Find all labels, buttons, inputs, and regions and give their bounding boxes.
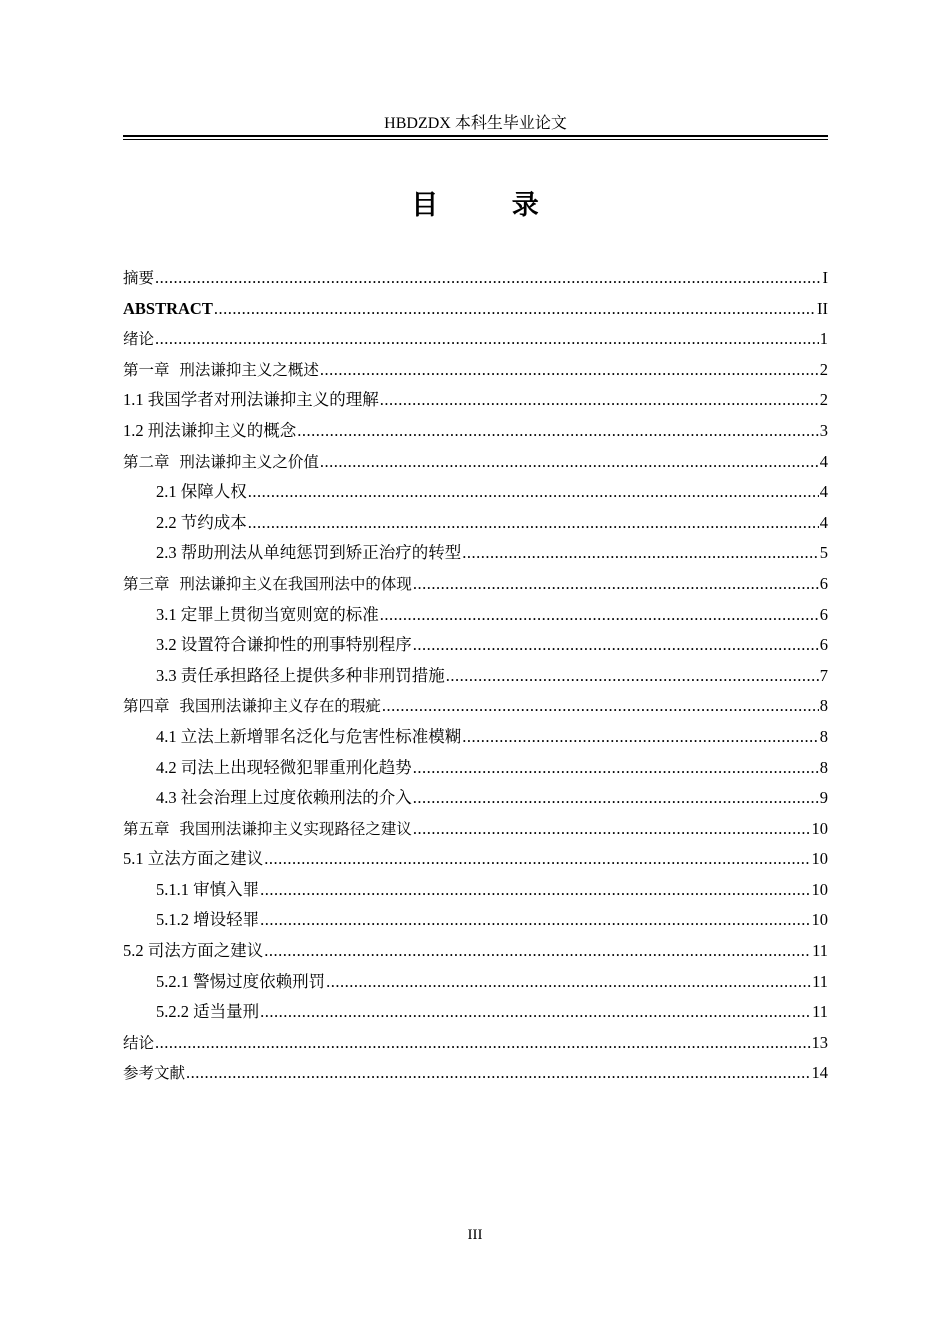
toc-entry-label: 4.3 社会治理上过度依赖刑法的介入 xyxy=(156,788,412,808)
toc-entry-page: 8 xyxy=(819,757,828,777)
toc-entry-label: ABSTRACT xyxy=(123,298,213,318)
toc-entry[interactable] xyxy=(123,967,828,998)
toc-entry-label: 2.3 帮助刑法从单纯惩罚到矫正治疗的转型 xyxy=(156,543,462,563)
toc-entry-label: 5.1 立法方面之建议 xyxy=(123,849,264,869)
toc-entry[interactable] xyxy=(123,783,828,814)
toc-entry-label: 1.1 我国学者对刑法谦抑主义的理解 xyxy=(123,390,379,410)
toc-entry[interactable] xyxy=(123,997,828,1028)
toc-entry[interactable] xyxy=(123,875,828,906)
toc-entry-page: 4 xyxy=(819,512,828,532)
toc-entry-page: II xyxy=(817,298,828,318)
toc-leader-dots xyxy=(446,661,819,692)
toc-entry[interactable] xyxy=(123,753,828,784)
toc-entry[interactable] xyxy=(123,324,828,355)
toc-entry-page: 13 xyxy=(811,1032,828,1052)
toc-leader-dots xyxy=(297,416,819,447)
toc-leader-dots xyxy=(214,294,816,325)
toc-entry-label: 2.2 节约成本 xyxy=(156,512,247,532)
toc-leader-dots xyxy=(413,630,819,661)
toc-entry[interactable] xyxy=(123,1058,828,1089)
toc-entry-page: 2 xyxy=(819,359,828,379)
toc-entry[interactable] xyxy=(123,263,828,294)
toc-entry-label: 4.1 立法上新增罪名泛化与危害性标准模糊 xyxy=(156,726,462,746)
toc-entry[interactable] xyxy=(123,691,828,722)
toc-entry[interactable] xyxy=(123,508,828,539)
toc-entry-page: 10 xyxy=(811,849,828,869)
toc-entry-page: 11 xyxy=(812,1002,828,1022)
toc-leader-dots xyxy=(326,967,811,998)
toc-entry-page: 6 xyxy=(819,573,828,593)
toc-leader-dots xyxy=(155,324,819,355)
toc-entry[interactable] xyxy=(123,416,828,447)
toc-leader-dots xyxy=(380,600,819,631)
toc-leader-dots xyxy=(413,783,819,814)
toc-entry-page: 4 xyxy=(819,451,828,471)
toc-leader-dots xyxy=(186,1058,810,1089)
toc-leader-dots xyxy=(413,814,811,845)
toc-entry[interactable] xyxy=(123,630,828,661)
toc-entry-page: 4 xyxy=(819,482,828,502)
toc-leader-dots xyxy=(155,1028,810,1059)
toc-leader-dots xyxy=(462,722,819,753)
toc-entry-label: 1.2 刑法谦抑主义的概念 xyxy=(123,420,297,440)
toc-entry[interactable] xyxy=(123,538,828,569)
header-rule-thick xyxy=(123,135,828,137)
toc-entry-page: 10 xyxy=(811,879,828,899)
running-header: HBDZDX 本科生毕业论文 xyxy=(384,115,567,132)
toc-leader-dots xyxy=(248,477,819,508)
toc-entry[interactable] xyxy=(123,661,828,692)
toc-entry[interactable] xyxy=(123,600,828,631)
toc-leader-dots xyxy=(248,508,819,539)
toc-entry[interactable] xyxy=(123,385,828,416)
table-of-contents xyxy=(123,263,828,1089)
toc-entry-page: 6 xyxy=(819,604,828,624)
toc-entry[interactable] xyxy=(123,447,828,478)
toc-entry-label: 第四章 我国刑法谦抑主义存在的瑕疵 xyxy=(123,697,381,716)
toc-entry[interactable] xyxy=(123,355,828,386)
toc-entry-label: 摘要 xyxy=(123,269,155,287)
toc-entry-page: 11 xyxy=(812,941,828,961)
toc-leader-dots xyxy=(413,753,819,784)
toc-entry-label: 3.3 责任承担路径上提供多种非刑罚措施 xyxy=(156,665,445,685)
toc-entry-label: 参考文献 xyxy=(123,1064,186,1083)
toc-leader-dots xyxy=(462,538,819,569)
toc-entry[interactable] xyxy=(123,477,828,508)
toc-leader-dots xyxy=(382,691,819,722)
toc-entry[interactable] xyxy=(123,569,828,600)
toc-entry-page: 6 xyxy=(819,635,828,655)
toc-leader-dots xyxy=(155,263,821,294)
toc-entry-page: 5 xyxy=(819,543,828,563)
toc-entry-page: 3 xyxy=(819,420,828,440)
toc-entry[interactable] xyxy=(123,936,828,967)
toc-leader-dots xyxy=(264,936,811,967)
toc-entry-page: 14 xyxy=(811,1063,828,1083)
toc-entry-page: 7 xyxy=(819,665,828,685)
toc-entry-label: 3.2 设置符合谦抑性的刑事特别程序 xyxy=(156,635,412,655)
toc-entry-label: 第五章 我国刑法谦抑主义实现路径之建议 xyxy=(123,819,412,838)
toc-entry-label: 结论 xyxy=(123,1033,155,1052)
toc-entry[interactable] xyxy=(123,294,828,325)
toc-leader-dots xyxy=(260,905,810,936)
toc-entry-page: 10 xyxy=(811,818,828,838)
page-number: III xyxy=(467,1227,483,1243)
toc-entry-page: 2 xyxy=(819,390,828,410)
toc-entry-label: 第二章 刑法谦抑主义之价值 xyxy=(123,452,319,471)
toc-entry-label: 5.2.2 适当量刑 xyxy=(156,1002,260,1022)
toc-entry-label: 3.1 定罪上贯彻当宽则宽的标准 xyxy=(156,604,379,624)
toc-entry-label: 2.1 保障人权 xyxy=(156,482,247,502)
toc-leader-dots xyxy=(260,875,810,906)
toc-leader-dots xyxy=(320,355,819,386)
toc-entry-label: 5.2 司法方面之建议 xyxy=(123,941,264,961)
toc-entry-label: 第一章 刑法谦抑主义之概述 xyxy=(123,360,319,379)
toc-entry[interactable] xyxy=(123,1028,828,1059)
toc-entry-page: 1 xyxy=(819,329,828,349)
toc-entry-label: 第三章 刑法谦抑主义在我国刑法中的体现 xyxy=(123,574,412,593)
toc-entry-label: 5.2.1 警惕过度依赖刑罚 xyxy=(156,971,326,991)
toc-entry-page: 11 xyxy=(812,971,828,991)
toc-entry-label: 绪论 xyxy=(123,330,155,349)
toc-entry-page: 8 xyxy=(819,696,828,716)
toc-entry[interactable] xyxy=(123,722,828,753)
toc-entry-page: 9 xyxy=(819,788,828,808)
toc-entry-label: 5.1.2 增设轻罪 xyxy=(156,910,260,930)
toc-entry[interactable] xyxy=(123,905,828,936)
toc-entry-page: 8 xyxy=(819,726,828,746)
toc-entry-page: I xyxy=(822,268,828,287)
toc-leader-dots xyxy=(260,997,811,1028)
toc-entry-page: 10 xyxy=(811,910,828,930)
toc-leader-dots xyxy=(320,447,819,478)
toc-entry[interactable] xyxy=(123,844,828,875)
toc-leader-dots xyxy=(413,569,819,600)
toc-entry[interactable] xyxy=(123,814,828,845)
toc-entry-label: 5.1.1 审慎入罪 xyxy=(156,879,260,899)
toc-leader-dots xyxy=(380,385,819,416)
toc-entry-label: 4.2 司法上出现轻微犯罪重刑化趋势 xyxy=(156,757,412,777)
toc-leader-dots xyxy=(264,844,810,875)
toc-title: 目 录 xyxy=(411,190,571,221)
header-rule-thin xyxy=(123,139,828,140)
